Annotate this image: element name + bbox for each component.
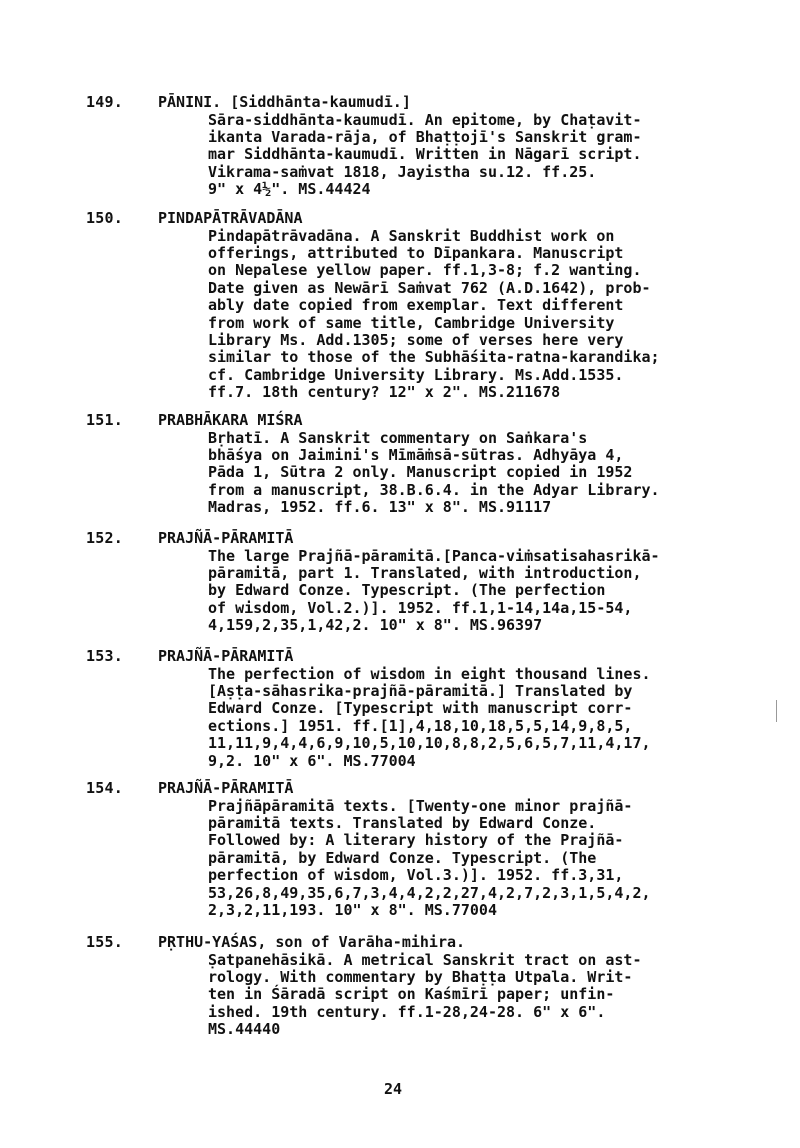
description-line: perfection of wisdom, Vol.3.)]. 1952. ff.3,31, <box>208 866 624 885</box>
description-line: Prajñāpāramitā texts. [Twenty-one minor prajñā- <box>208 796 633 815</box>
entry-number: 155. <box>86 933 123 951</box>
entry-heading: PĀNINI. [Siddhānta-kaumudī.] <box>158 93 411 111</box>
description-line: by Edward Conze. Typescript. (The perfection <box>208 581 606 600</box>
description-line: Sāra-siddhānta-kaumudī. An epitome, by Chaṭavit- <box>208 110 642 129</box>
description-line: on Nepalese yellow paper. ff.1,3-8; f.2 wanting. <box>208 261 642 280</box>
description-line: rology. With commentary by Bhaṭṭa Utpala. Writ- <box>208 967 633 986</box>
description-line: Madras, 1952. ff.6. 13" x 8". MS.91117 <box>208 498 552 517</box>
entry-description <box>208 952 713 1039</box>
entry-heading: PRAJÑĀ-PĀRAMITĀ <box>158 779 294 797</box>
description-line: Followed by: A literary history of the Prajñā- <box>208 831 624 850</box>
description-line: ably date copied from exemplar. Text different <box>208 296 624 315</box>
description-line: from work of same title, Cambridge University <box>208 313 615 332</box>
description-line: ikanta Varada-rāja, of Bhaṭṭojī's Sanskrit gram- <box>208 127 642 146</box>
entry-heading: PINDAPĀTRĀVADĀNA <box>158 209 303 227</box>
entry-description <box>208 112 713 199</box>
description-line: [Aṣṭa-sāhasrika-prajñā-pāramitā.] Translated by <box>208 681 633 700</box>
description-line: 4,159,2,35,1,42,2. 10" x 8". MS.96397 <box>208 616 543 635</box>
description-line: Pāda 1, Sūtra 2 only. Manuscript copied in 1952 <box>208 463 633 482</box>
description-line: 2,3,2,11,193. 10" x 8". MS.77004 <box>208 900 497 919</box>
entry-number: 154. <box>86 779 123 797</box>
entry-number: 152. <box>86 529 123 547</box>
description-line: pāramitā, part 1. Translated, with introduction, <box>208 563 642 582</box>
entry-heading: PṚTHU-YAŚAS, son of Varāha-mihira. <box>158 933 466 951</box>
description-line: 53,26,8,49,35,6,7,3,4,4,2,2,27,4,2,7,2,3,1,5,4,2, <box>208 883 651 902</box>
description-line: Library Ms. Add.1305; some of verses here very <box>208 330 624 349</box>
description-line: similar to those of the Subhāśita-ratna-karandika; <box>208 348 660 367</box>
description-line: Vikrama-saṁvat 1818, Jayistha su.12. ff.25. <box>208 162 597 181</box>
description-line: ff.7. 18th century? 12" x 2". MS.211678 <box>208 383 561 402</box>
description-line: ten in Śāradā script on Kaśmīrī paper; unfin- <box>208 985 615 1004</box>
description-line: The large Prajñā-pāramitā.[Panca-viṁsatisahasrikā- <box>208 546 660 565</box>
entry-heading: PRAJÑĀ-PĀRAMITĀ <box>158 529 294 547</box>
description-line: pāramitā texts. Translated by Edward Conze. <box>208 813 597 832</box>
entry-number: 150. <box>86 209 123 227</box>
description-line: pāramitā, by Edward Conze. Typescript. (The <box>208 848 597 867</box>
description-line: cf. Cambridge University Library. Ms.Add.1535. <box>208 365 624 384</box>
page-number: 24 <box>384 1080 403 1098</box>
description-line: Bṛhatī. A Sanskrit commentary on Saṅkara's <box>208 428 588 447</box>
description-line: Edward Conze. [Typescript with manuscript corr- <box>208 699 633 718</box>
description-line: Ṣatpanehāsikā. A metrical Sanskrit tract on ast- <box>208 950 642 969</box>
description-line: of wisdom, Vol.2.)]. 1952. ff.1,1-14,14a,15-54, <box>208 598 633 617</box>
description-line: Date given as Newārī Saṁvat 762 (A.D.1642), prob- <box>208 278 651 297</box>
description-line: mar Siddhānta-kaumudī. Written in Nāgarī script. <box>208 145 642 164</box>
description-line: MS.44440 <box>208 1020 281 1039</box>
entry-description <box>208 798 713 920</box>
description-line: bhāśya on Jaimini's Mīmāṁsā-sūtras. Adhyāya 4, <box>208 445 624 464</box>
description-line: 9" x 4½". MS.44424 <box>208 180 371 199</box>
description-line: offerings, attributed to Dīpankara. Manuscript <box>208 243 624 262</box>
description-line: 9,2. 10" x 6". MS.77004 <box>208 751 416 770</box>
entry-number: 153. <box>86 647 123 665</box>
entry-number: 151. <box>86 411 123 429</box>
description-line: from a manuscript, 38.B.6.4. in the Adyar Library. <box>208 480 660 499</box>
entry-description <box>208 666 713 770</box>
entry-heading: PRAJÑĀ-PĀRAMITĀ <box>158 647 294 665</box>
description-line: The perfection of wisdom in eight thousand lines. <box>208 664 651 683</box>
entry-description <box>208 430 713 517</box>
entry-number: 149. <box>86 93 123 111</box>
description-line: 11,11,9,4,4,6,9,10,5,10,10,8,8,2,5,6,5,7,11,4,17, <box>208 734 651 753</box>
description-line: Pindapātrāvadāna. A Sanskrit Buddhist work on <box>208 226 615 245</box>
entry-description <box>208 548 713 635</box>
description-line: ished. 19th century. ff.1-28,24-28. 6" x 6". <box>208 1002 606 1021</box>
entry-description <box>208 228 713 402</box>
description-line: ections.] 1951. ff.[1],4,18,10,18,5,5,14,9,8,5, <box>208 716 633 735</box>
entry-heading: PRABHĀKARA MIŚRA <box>158 411 303 429</box>
scan-mark <box>776 700 777 722</box>
